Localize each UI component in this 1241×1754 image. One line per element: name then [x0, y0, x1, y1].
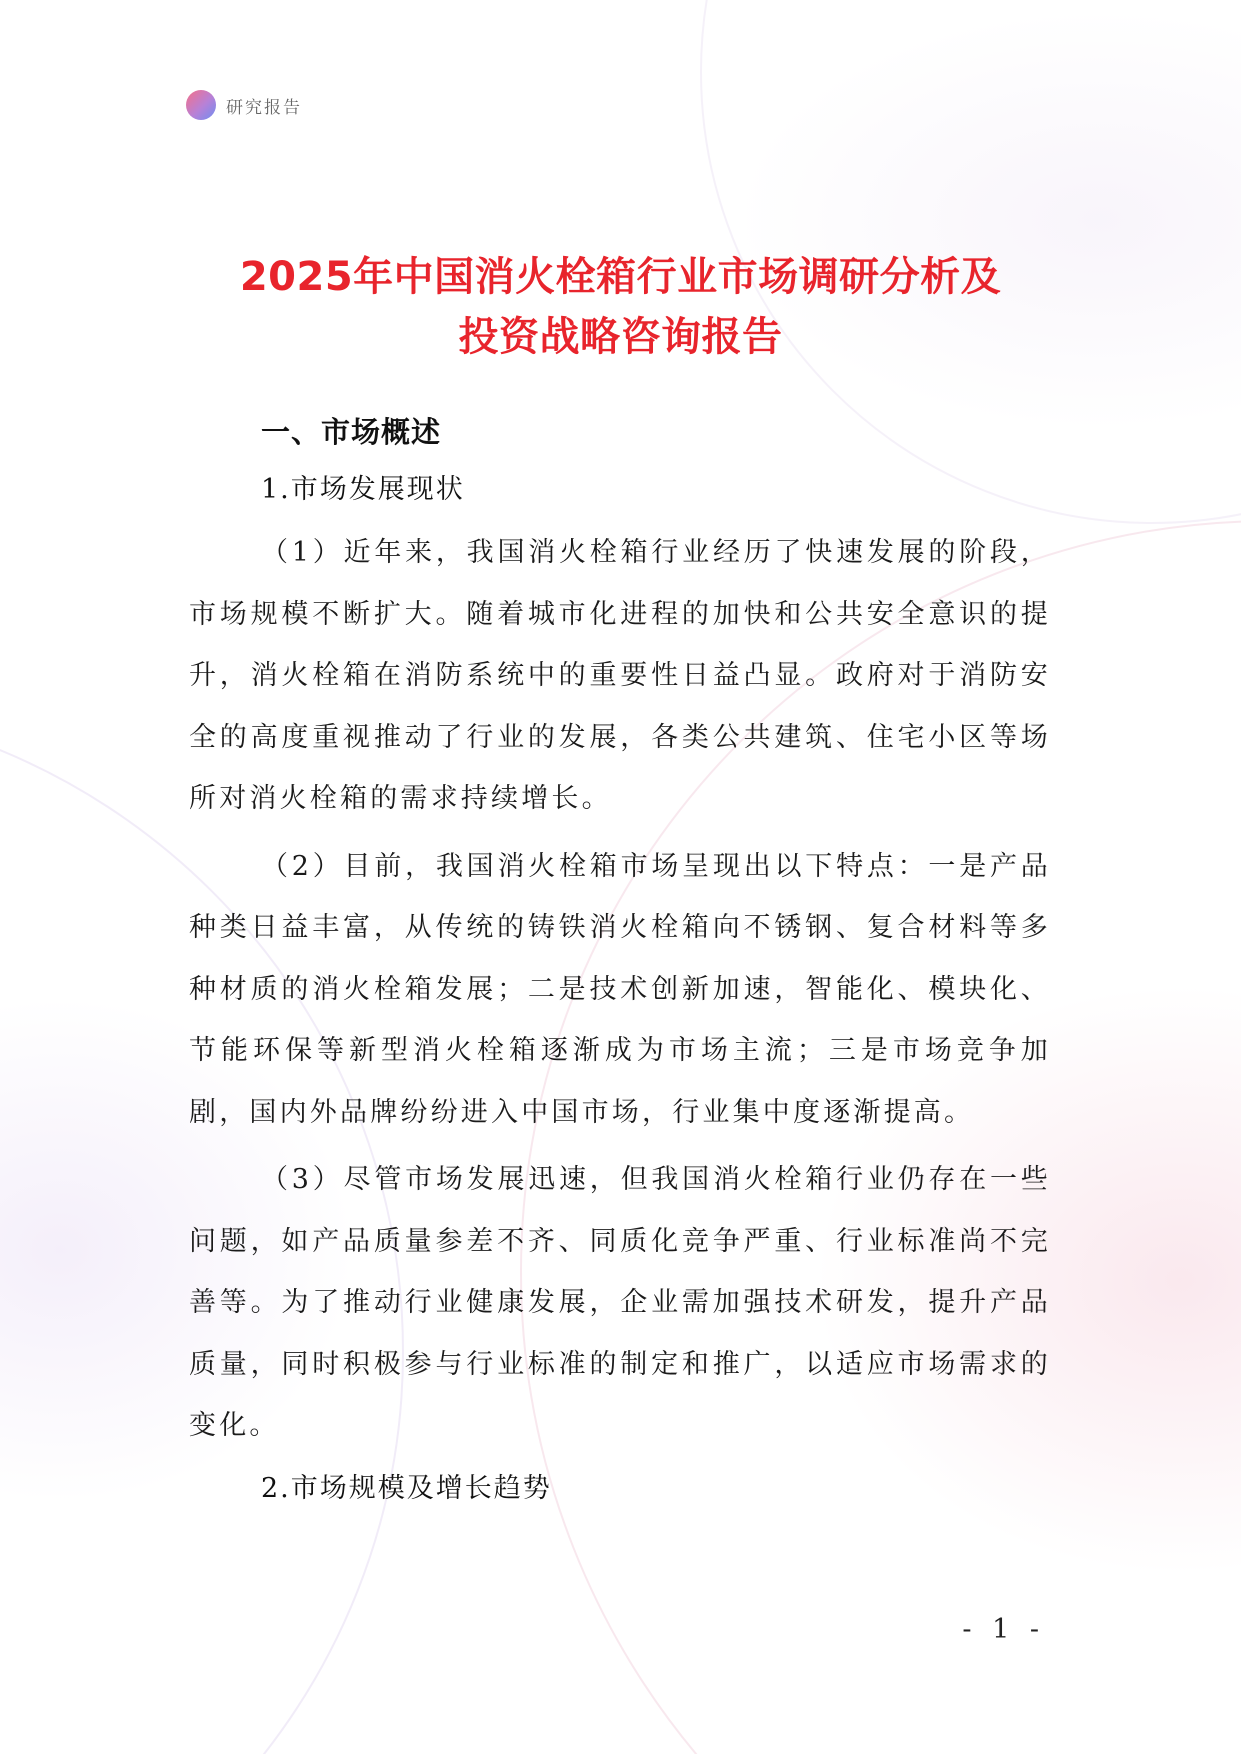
subsection-heading: 2.市场规模及增长趋势 [261, 1472, 552, 1504]
report-title-line-1: 2025年中国消火栓箱行业市场调研分析及 [239, 253, 1002, 300]
report-body [189, 410, 1051, 1511]
brand-label: 研究报告 [226, 97, 302, 118]
report-title-line-2: 投资战略咨询报告 [458, 313, 783, 360]
brand-header [186, 88, 302, 122]
report-title [150, 247, 1091, 367]
subsection-heading: 1.市场发展现状 [261, 474, 465, 505]
page-number: - 1 - [962, 1614, 1045, 1645]
body-paragraph: （2）目前，我国消火栓箱市场呈现出以下特点：一是产品种类日益丰富，从传统的铸铁消火栓箱向不锈钢、复合材料等多种材质的消火栓箱发展；二是技术创新加速，智能化、模块化、节能环保等新型消火栓箱逐渐成为市场主流；三是市场竞争加剧，国内外品牌纷纷进入中国市场，行业集中度逐渐提高。 [189, 850, 1051, 1128]
body-paragraph: （3）尽管市场发展迅速，但我国消火栓箱行业仍存在一些问题，如产品质量参差不齐、同质化竞争严重、行业标准尚不完善等。为了推动行业健康发展，企业需加强技术研发，提升产品质量，同时积极参与行业标准的制定和推广，以适应市场需求的变化。 [189, 1164, 1051, 1441]
brand-logo-icon [186, 90, 216, 120]
section-heading: 一、市场概述 [261, 415, 442, 449]
body-paragraph: （1）近年来，我国消火栓箱行业经历了快速发展的阶段，市场规模不断扩大。随着城市化进程的加快和公共安全意识的提升，消火栓箱在消防系统中的重要性日益凸显。政府对于消防安全的高度重视推动了行业的发展，各类公共建筑、住宅小区等场所对消火栓箱的需求持续增长。 [189, 537, 1051, 814]
